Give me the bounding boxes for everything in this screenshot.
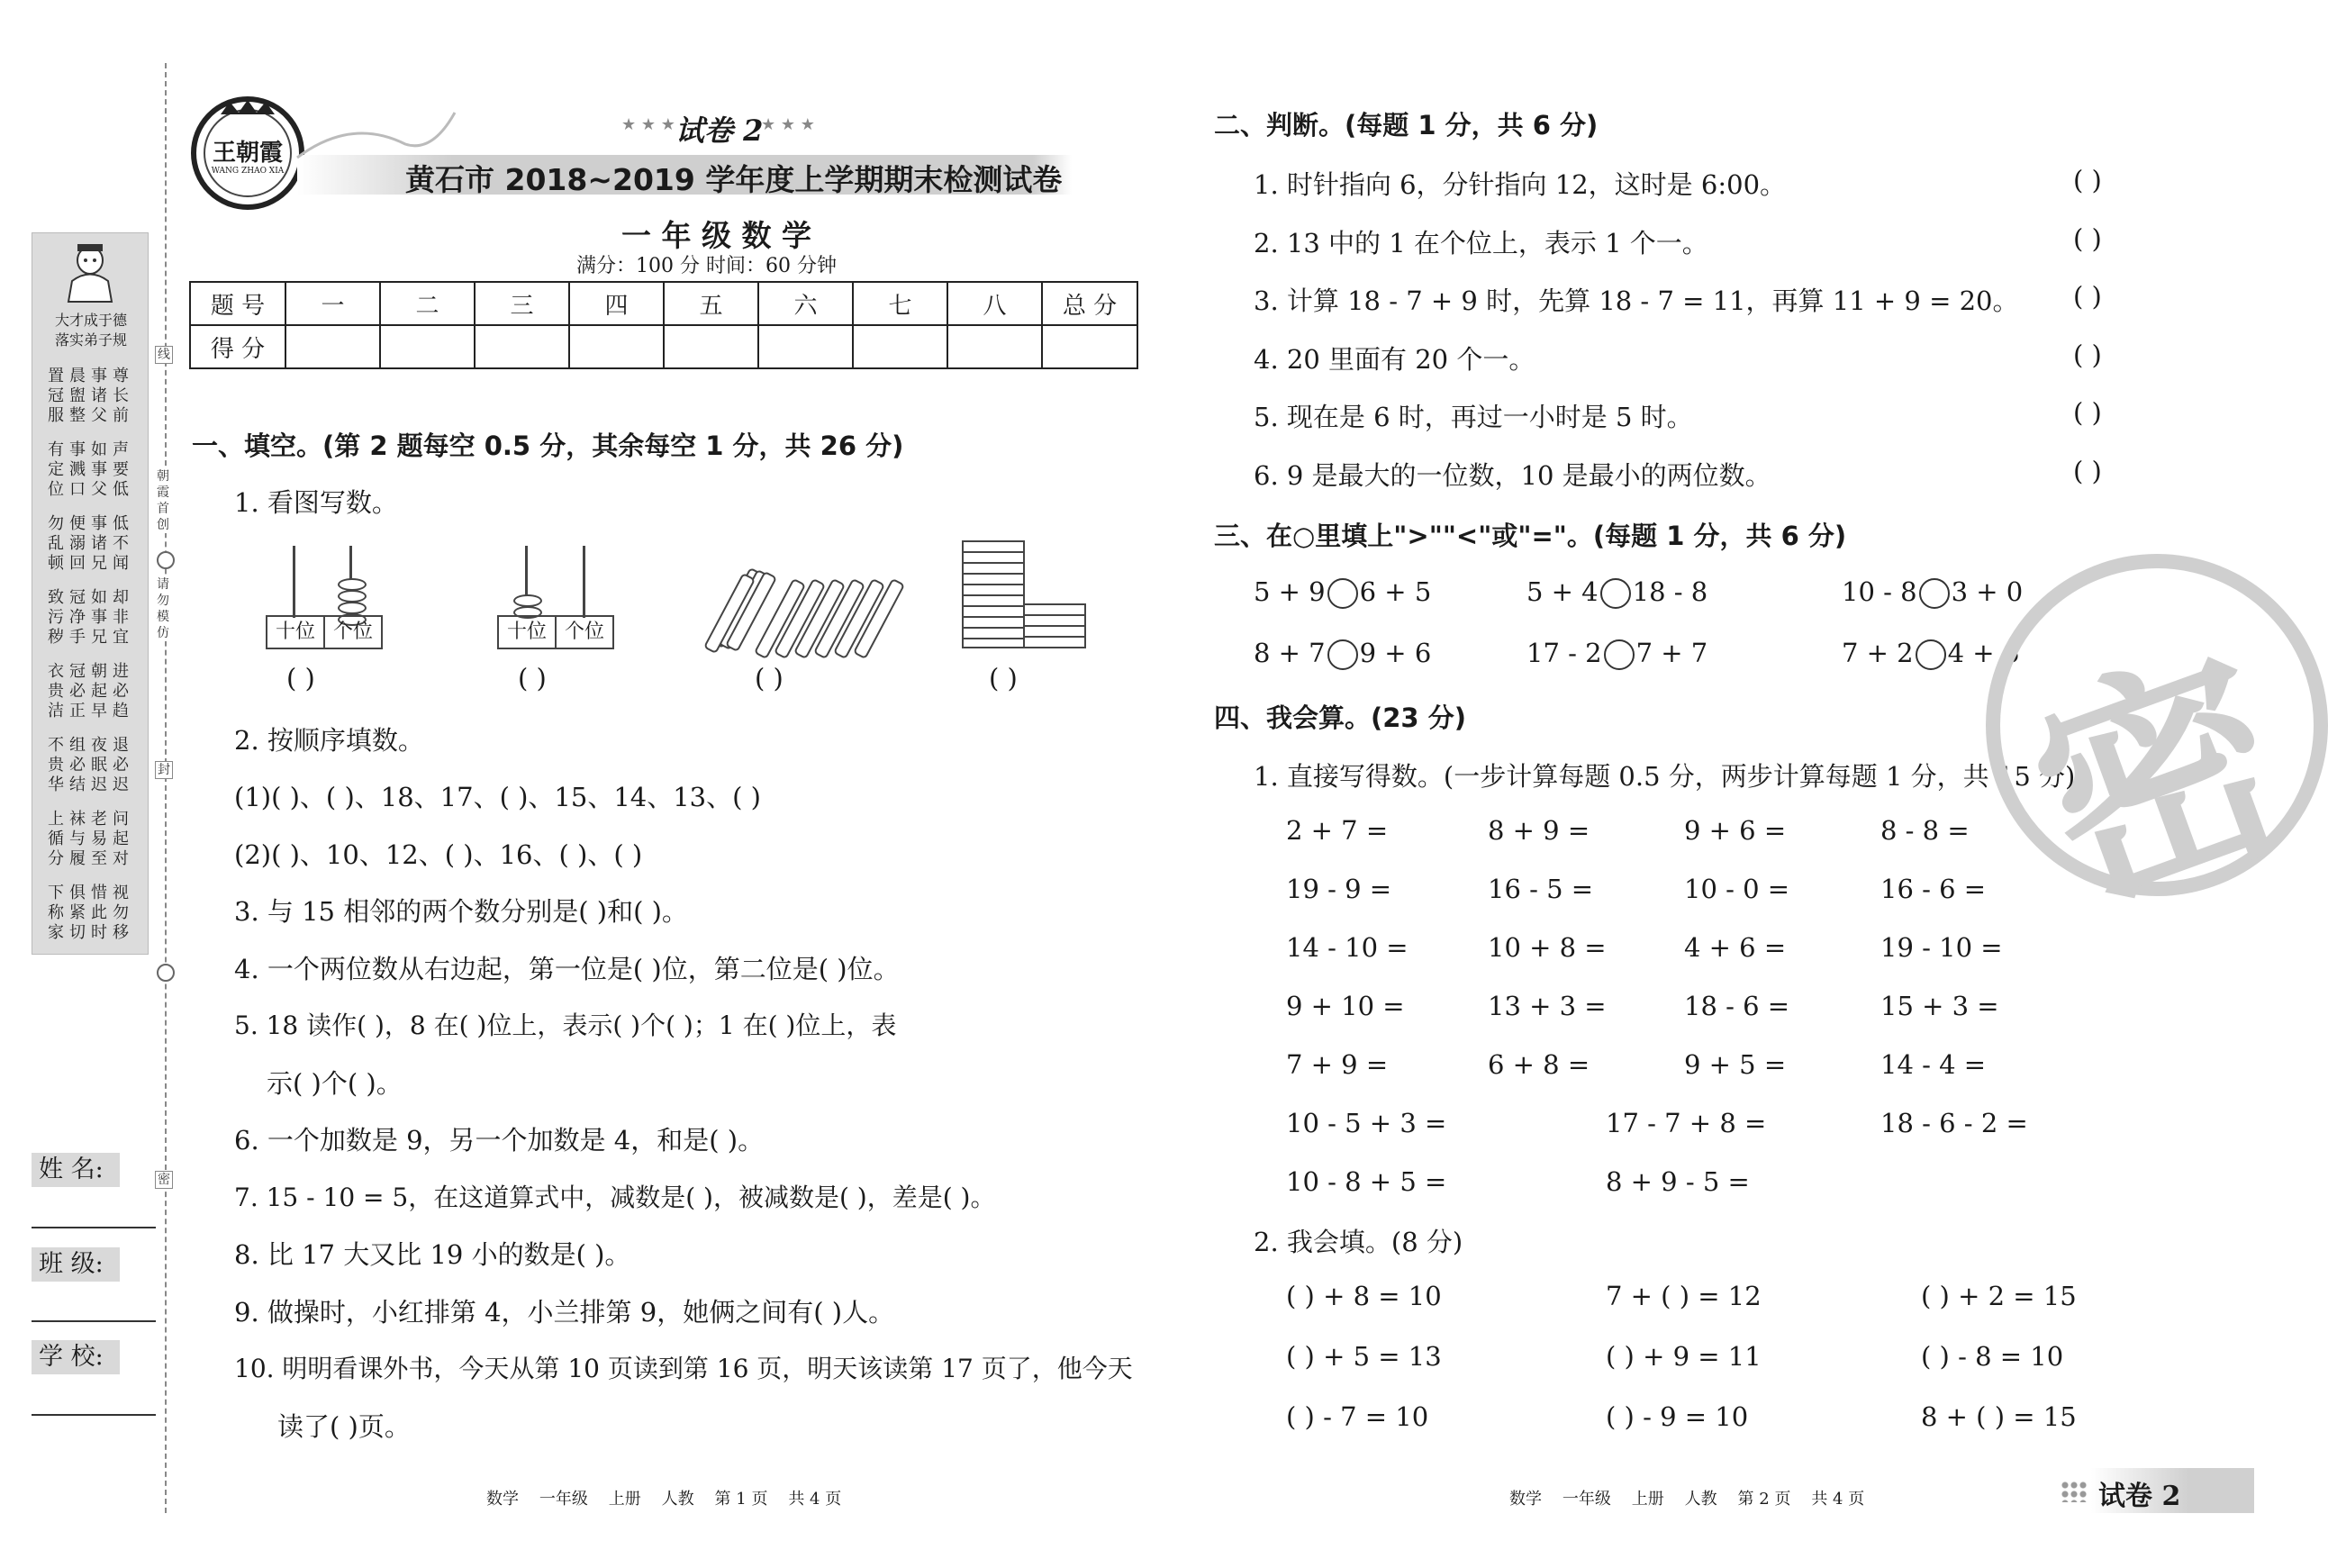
poem-column: 便溺回	[69, 514, 86, 573]
compare-right: 7 + 7	[1635, 638, 1708, 668]
vertical-note-line: 线	[155, 346, 173, 364]
exam-meta: 满分：100 分 时间：60 分钟	[576, 255, 837, 277]
compare-left: 5 + 9	[1254, 576, 1326, 607]
poem-column: 尊长前	[113, 367, 129, 425]
abacus-bead	[338, 578, 367, 591]
calc-item[interactable]: 13 + 3 =	[1488, 991, 1607, 1021]
name-input[interactable]	[32, 1227, 156, 1228]
section1-title: 一、填空。(第 2 题每空 0.5 分，其余每空 1 分，共 26 分)	[192, 431, 904, 461]
poem-column: 冠必正	[69, 662, 86, 721]
score-input-4[interactable]	[569, 325, 664, 368]
fill-item[interactable]: ( ) - 7 = 10	[1286, 1401, 1429, 1432]
q1-5b[interactable]: 示( )个( )。	[267, 1068, 403, 1099]
score-table	[189, 281, 1138, 369]
secret-stamp	[1986, 554, 2328, 950]
calc-item[interactable]: 9 + 10 =	[1286, 991, 1405, 1021]
compare-item-4	[1254, 638, 1431, 670]
q1-4[interactable]: 4. 一个两位数从右边起，第一位是( )位，第二位是( )位。	[234, 954, 900, 984]
q1-answer-4[interactable]: ( )	[989, 663, 1018, 693]
score-cell: 五	[664, 282, 758, 325]
calc-item[interactable]: 16 - 6 =	[1880, 874, 1987, 904]
subject-title: 一 年 级 数 学	[621, 218, 811, 253]
footer-right: 数学 一年级 上册 人教 第 2 页 共 4 页	[1509, 1490, 1865, 1509]
calc-item[interactable]: 19 - 10 =	[1880, 932, 2003, 963]
q1-7[interactable]: 7. 15 - 10 = 5，在这道算式中，减数是( )，被减数是( )，差是( )。	[234, 1183, 996, 1212]
poem-column: 进必趋	[113, 662, 129, 721]
judge-answer-6[interactable]: ( )	[2073, 455, 2102, 486]
compare-item-1	[1254, 576, 1431, 609]
q1-5a[interactable]: 5. 18 读作( )，8 在( )位上，表示( )个( )；1 在( )位上，表	[234, 1011, 897, 1040]
poem-column: 下称家	[48, 884, 64, 942]
fill-item[interactable]: ( ) + 8 = 10	[1286, 1281, 1442, 1311]
poem-column: 事诸父	[91, 367, 107, 425]
compare-right: 3 + 0	[1951, 576, 2024, 607]
judge-answer-3[interactable]: ( )	[2073, 281, 2102, 312]
fill-item[interactable]: 8 + ( ) = 15	[1921, 1401, 2077, 1432]
compare-circle-input[interactable]	[1919, 578, 1950, 609]
poem-column: 晨盥整	[69, 367, 86, 425]
compare-circle-input[interactable]	[1916, 639, 1946, 670]
judge-answer-1[interactable]: ( )	[2073, 165, 2102, 195]
poem-column: 声要低	[113, 440, 129, 499]
poem-column: 夜眠迟	[91, 736, 107, 794]
judge-item-3: 3. 计算 18 - 7 + 9 时，先算 18 - 7 = 11，再算 11 + 9 = 20。	[1254, 286, 2019, 316]
calc-item[interactable]: 9 + 5 =	[1684, 1049, 1787, 1080]
compare-item-5	[1526, 638, 1708, 670]
judge-item-6: 6. 9 是最大的一位数，10 是最小的两位数。	[1254, 459, 1771, 491]
class-label: 班 级:	[32, 1247, 120, 1282]
compare-item-2	[1526, 576, 1708, 609]
calc-item[interactable]: 16 - 5 =	[1488, 874, 1594, 904]
calc-item[interactable]: 6 + 8 =	[1488, 1049, 1590, 1080]
fill-item[interactable]: 7 + ( ) = 12	[1606, 1281, 1762, 1311]
poem-column: 老易至	[91, 810, 107, 868]
abacus-ones-label: 个位	[332, 621, 373, 643]
slogan-1: 大才成于德	[54, 312, 127, 329]
abacus-bead	[513, 594, 542, 607]
poem-column: 上循分	[48, 810, 64, 868]
compare-left: 5 + 4	[1526, 576, 1599, 607]
compare-item-3	[1842, 576, 2023, 609]
poem-column: 如事兄	[91, 588, 107, 647]
score-input-total[interactable]	[1042, 325, 1137, 368]
school-input[interactable]	[32, 1414, 156, 1416]
poem-column: 置冠服	[48, 367, 64, 425]
poem-column: 不贵华	[48, 736, 64, 794]
q1-2: 2. 按顺序填数。	[234, 725, 424, 756]
brand-logo	[189, 95, 306, 212]
vertical-note-seal: 封	[155, 761, 173, 779]
abacus-bead	[338, 602, 367, 614]
banner-ribbon	[297, 108, 459, 162]
poem-column: 有定位	[48, 440, 64, 499]
abacus-tens-label: 十位	[499, 617, 557, 648]
score-value-row	[190, 325, 1137, 368]
compare-circle-input[interactable]	[1600, 578, 1631, 609]
dizigui-panel	[32, 232, 149, 955]
compare-left: 8 + 7	[1254, 638, 1326, 668]
poem-column: 退必迟	[113, 736, 129, 794]
judge-item-1: 1. 时针指向 6，分针指向 12，这时是 6:00。	[1254, 169, 1787, 200]
corner-dots-icon	[2061, 1481, 2088, 1502]
q4-1: 1. 直接写得数。(一步计算每题 0.5 分，两步计算每题 1 分，共 15 分)	[1254, 761, 2076, 792]
star-right-icon: ★ ★ ★	[761, 115, 815, 134]
poem-column: 俱紧切	[69, 884, 86, 942]
abacus-label-box	[497, 615, 614, 649]
score-input-3[interactable]	[475, 325, 569, 368]
score-cell: 七	[853, 282, 947, 325]
poem-column: 朝起早	[91, 662, 107, 721]
score-cell: 四	[569, 282, 664, 325]
vertical-note-original: 朝霞首创	[157, 469, 169, 532]
q1-answer-3[interactable]: ( )	[755, 663, 784, 693]
q4-2: 2. 我会填。(8 分)	[1254, 1227, 1463, 1257]
compare-right: 6 + 5	[1359, 576, 1432, 607]
calc-two-step-item[interactable]: 8 + 9 - 5 =	[1606, 1166, 1750, 1197]
vertical-note-secret: 密	[155, 1171, 173, 1189]
score-cell: 一	[285, 282, 380, 325]
vertical-note-nocopy: 请勿模仿	[157, 577, 169, 640]
slogan-2: 落实弟子规	[54, 331, 127, 349]
score-cell: 题 号	[190, 282, 285, 325]
q1-3[interactable]: 3. 与 15 相邻的两个数分别是( )和( )。	[234, 896, 688, 927]
one-blocks	[1023, 603, 1086, 648]
score-header-row	[190, 282, 1137, 325]
star-left-icon: ★ ★ ★	[621, 115, 675, 134]
q1-6[interactable]: 6. 一个加数是 9，另一个加数是 4，和是( )。	[234, 1125, 765, 1156]
calc-item[interactable]: 2 + 7 =	[1286, 815, 1389, 846]
abacus-ones-label: 个位	[564, 621, 604, 643]
calc-two-step-item[interactable]: 10 - 5 + 3 =	[1286, 1108, 1447, 1138]
score-cell: 三	[475, 282, 569, 325]
poem-column: 袜与履	[69, 810, 86, 868]
compare-circle-input[interactable]	[1327, 639, 1358, 670]
judge-item-4: 4. 20 里面有 20 个一。	[1254, 343, 1535, 375]
poem-column: 如事父	[91, 440, 107, 499]
school-label: 学 校:	[32, 1340, 120, 1374]
calc-item[interactable]: 18 - 6 =	[1684, 991, 1790, 1021]
calc-item[interactable]: 4 + 6 =	[1684, 932, 1787, 963]
judge-answer-5[interactable]: ( )	[2073, 397, 2102, 428]
calc-item[interactable]: 15 + 3 =	[1880, 991, 1999, 1021]
poem-column: 事溅口	[69, 440, 86, 499]
q1-answer-2[interactable]: ( )	[518, 663, 547, 693]
calc-item[interactable]: 19 - 9 =	[1286, 874, 1392, 904]
judge-answer-4[interactable]: ( )	[2073, 339, 2102, 370]
spiral-icon	[157, 551, 175, 569]
calc-item[interactable]: 8 + 9 =	[1488, 815, 1590, 846]
stamp-char: 密	[2003, 614, 2317, 950]
compare-right: 4 + 6	[1947, 638, 2020, 668]
compare-left: 10 - 8	[1842, 576, 1917, 607]
poem-column: 事诸兄	[91, 514, 107, 573]
class-input[interactable]	[32, 1320, 156, 1322]
poem-column: 衣贵洁	[48, 662, 64, 721]
judge-answer-2[interactable]: ( )	[2073, 222, 2102, 254]
exam-volume: 试卷 2	[675, 113, 764, 148]
brand-name: 王朝霞	[212, 140, 283, 167]
compare-right: 9 + 6	[1359, 638, 1432, 668]
judge-item-2: 2. 13 中的 1 在个位上，表示 1 个一。	[1254, 227, 1708, 258]
q1-10a: 10. 明明看课外书，今天从第 10 页读到第 16 页，明天该读第 17 页了，他今天	[234, 1354, 1133, 1383]
calc-item[interactable]: 7 + 9 =	[1286, 1049, 1389, 1080]
poem-column: 组必结	[69, 736, 86, 794]
exam-title: 黄石市 2018~2019 学年度上学期期末检测试卷	[405, 162, 1063, 197]
score-input-5[interactable]	[664, 325, 758, 368]
fill-item[interactable]: ( ) - 8 = 10	[1921, 1341, 2064, 1372]
compare-right: 18 - 8	[1632, 576, 1708, 607]
abacus-rod	[293, 546, 295, 618]
q1-8[interactable]: 8. 比 17 大又比 19 小的数是( )。	[234, 1239, 631, 1270]
score-input-7[interactable]	[853, 325, 947, 368]
spiral-icon	[157, 964, 175, 982]
section4-title: 四、我会算。(23 分)	[1214, 702, 1466, 733]
poem-column: 视勿移	[113, 884, 129, 942]
calc-two-step-item[interactable]: 17 - 7 + 8 =	[1606, 1108, 1767, 1138]
binding-dashed-line	[165, 63, 167, 1513]
abacus-rod	[583, 546, 585, 618]
section3-title: 三、在○里填上">""<"或"="。(每题 1 分，共 6 分)	[1214, 521, 1847, 551]
name-label: 姓 名:	[32, 1153, 120, 1187]
q1-answer-1[interactable]: ( )	[286, 663, 315, 693]
fill-item[interactable]: ( ) + 2 = 15	[1921, 1281, 2077, 1311]
compare-circle-input[interactable]	[1604, 639, 1635, 670]
q1-2b[interactable]: (2)( )、10、12、( )、16、( )、( )	[234, 839, 643, 870]
score-cell: 二	[380, 282, 475, 325]
score-input-8[interactable]	[947, 325, 1042, 368]
fill-item[interactable]: ( ) - 9 = 10	[1606, 1401, 1749, 1432]
q1-2a[interactable]: (1)( )、( )、18、17、( )、15、14、13、( )	[234, 782, 761, 812]
score-input-2[interactable]	[380, 325, 475, 368]
poem-column: 勿乱顿	[48, 514, 64, 573]
poem-column: 问起对	[113, 810, 129, 868]
calc-item[interactable]: 10 + 8 =	[1488, 932, 1607, 963]
ten-block	[962, 540, 1025, 648]
compare-left: 7 + 2	[1842, 638, 1914, 668]
poem-column: 却非宜	[113, 588, 129, 647]
calc-item[interactable]: 9 + 6 =	[1684, 815, 1787, 846]
abacus-label-box	[266, 615, 383, 649]
calc-item[interactable]: 14 - 4 =	[1880, 1049, 1987, 1080]
fill-item[interactable]: ( ) + 9 = 11	[1606, 1341, 1762, 1372]
score-input-1[interactable]	[285, 325, 380, 368]
score-cell: 总 分	[1042, 282, 1137, 325]
compare-left: 17 - 2	[1526, 638, 1602, 668]
judge-item-5: 5. 现在是 6 时，再过一小时是 5 时。	[1254, 402, 1693, 432]
footer-left: 数学 一年级 上册 人教 第 1 页 共 4 页	[486, 1490, 842, 1509]
corner-label: 试卷 2	[2098, 1481, 2181, 1512]
calc-item[interactable]: 14 - 10 =	[1286, 932, 1409, 963]
section2-title: 二、判断。(每题 1 分，共 6 分)	[1214, 110, 1599, 140]
poem-column: 低不闻	[113, 514, 129, 573]
compare-circle-input[interactable]	[1327, 578, 1358, 609]
poem-column: 致污秽	[48, 588, 64, 647]
q1-9[interactable]: 9. 做操时，小红排第 4，小兰排第 9，她俩之间有( )人。	[234, 1297, 895, 1328]
fill-item[interactable]: ( ) + 5 = 13	[1286, 1341, 1442, 1372]
score-row-label: 得 分	[190, 325, 285, 368]
q1-10b[interactable]: 读了( )页。	[277, 1411, 411, 1442]
brand-romanized: WANG ZHAO XIA	[211, 167, 285, 176]
q1-1: 1. 看图写数。	[234, 487, 398, 518]
calc-item[interactable]: 10 - 0 =	[1684, 874, 1790, 904]
calc-item[interactable]: 8 - 8 =	[1880, 815, 1970, 846]
mascot-icon	[63, 240, 117, 304]
score-cell: 六	[758, 282, 853, 325]
poem-column: 惜此时	[91, 884, 107, 942]
abacus-tens-label: 十位	[267, 617, 325, 648]
score-input-6[interactable]	[758, 325, 853, 368]
score-cell: 八	[947, 282, 1042, 325]
poem-column: 冠净手	[69, 588, 86, 647]
calc-two-step-item[interactable]: 10 - 8 + 5 =	[1286, 1166, 1447, 1197]
calc-two-step-item[interactable]: 18 - 6 - 2 =	[1880, 1108, 2028, 1138]
abacus-bead	[338, 590, 367, 603]
